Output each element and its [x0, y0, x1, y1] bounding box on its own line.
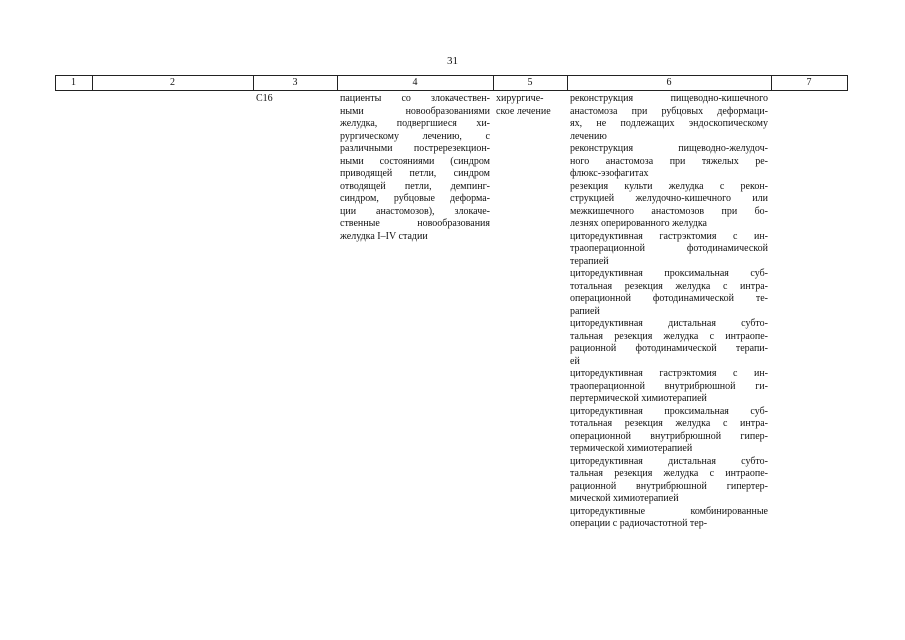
- treatment-method-line: операции с радиочастотной тер-: [570, 518, 708, 529]
- treatment-method-line: мической химиотерапией: [570, 493, 679, 504]
- treatment-method-entry: [570, 318, 768, 368]
- treatment-method-line: траоперационной фотодинамической: [570, 243, 768, 254]
- treatment-method-line: анастомоза при рубцовых деформаци-: [570, 105, 768, 117]
- patient-model-line: ции анастомозов), злокаче-: [340, 205, 490, 217]
- treatment-method-line: лечению: [570, 130, 607, 142]
- treatment-method-line: струкцией желудочно-кишечного или: [570, 193, 768, 204]
- patient-model-line: приводящей петли, синдром: [340, 168, 490, 179]
- treatment-method-line: реконструкция пищеводно-кишечного: [570, 93, 768, 104]
- treatment-method-line: циторедуктивная проксимальная суб-: [570, 268, 768, 279]
- header-cell-7: 7: [806, 77, 812, 88]
- treatment-method-entry: [570, 506, 768, 531]
- treatment-method-line: термической химиотерапией: [570, 443, 693, 454]
- patient-model-line: желудка, подвергшиеся хи-: [340, 118, 490, 129]
- treatment-method-line: тотальная резекция желудка с интра-: [570, 418, 768, 429]
- treatment-method-line: межкишечного анастомозов при бо-: [570, 205, 768, 217]
- cell-patient-model: [340, 93, 490, 243]
- table-header-rule: [55, 90, 848, 91]
- treatment-method-line: ях, не подлежащих эндоскопическому: [570, 118, 768, 129]
- patient-model-line: пациенты со злокачествен-: [340, 93, 490, 104]
- patient-model-line: ственные новообразования: [340, 218, 490, 229]
- treatment-method-line: циторедуктивная гастрэктомия с ин-: [570, 368, 768, 379]
- patient-model-line: ными новообразованиями: [340, 105, 490, 117]
- treatment-method-line: терапией: [570, 255, 609, 267]
- treatment-method-entry: [570, 93, 768, 143]
- patient-model-line: различными постререзекцион-: [340, 143, 490, 154]
- patient-model-line: рургическому лечению, с: [340, 130, 490, 142]
- header-cell-1: 1: [71, 77, 76, 88]
- treatment-method-entry: [570, 368, 768, 406]
- treatment-method-line: лезнях оперированного желудка: [570, 218, 707, 229]
- treatment-method-entry: [570, 406, 768, 456]
- cell-icd-code: [256, 93, 334, 106]
- treatment-method-line: операционной внутрибрюшной гипер-: [570, 430, 768, 442]
- treatment-method-line: пертермической химиотерапией: [570, 393, 707, 404]
- cell-treatment-type: [496, 93, 565, 118]
- treatment-method-line: циторедуктивная гастрэктомия с ин-: [570, 230, 768, 242]
- treatment-method-line: ей: [570, 355, 580, 367]
- treatment-method-line: тотальная резекция желудка с интра-: [570, 280, 768, 292]
- header-cell-2: 2: [170, 77, 175, 88]
- patient-model-line: отводящей петли, демпинг-: [340, 180, 490, 192]
- treatment-method-line: ного анастомоза при тяжелых ре-: [570, 155, 768, 167]
- treatment-method-entry: [570, 143, 768, 181]
- treatment-method-line: циторедуктивная дистальная субто-: [570, 318, 768, 329]
- cell-treatment-methods: [570, 93, 768, 531]
- treatment-method-line: резекция культи желудка с рекон-: [570, 180, 768, 192]
- treatment-type-line: хирургиче-: [496, 93, 544, 104]
- treatment-method-line: операционной фотодинамической те-: [570, 293, 768, 304]
- icd-code: C16: [256, 93, 273, 104]
- patient-model-line: синдром, рубцовые деформа-: [340, 193, 490, 204]
- header-cell-5: 5: [527, 77, 533, 88]
- treatment-method-line: рационной внутрибрюшной гипертер-: [570, 480, 768, 492]
- treatment-method-line: циторедуктивная проксимальная суб-: [570, 405, 768, 417]
- treatment-method-line: тальная резекция желудка с интраопе-: [570, 468, 768, 479]
- treatment-method-entry: [570, 181, 768, 231]
- treatment-method-entry: [570, 231, 768, 269]
- header-cell-6: 6: [666, 77, 672, 88]
- header-cell-4: 4: [412, 77, 418, 88]
- header-divider: [847, 75, 848, 90]
- treatment-method-line: циторедуктивная дистальная субто-: [570, 455, 768, 467]
- treatment-method-line: реконструкция пищеводно-желудоч-: [570, 143, 768, 154]
- treatment-method-line: циторедуктивные комбинированные: [570, 505, 768, 517]
- treatment-method-entry: [570, 456, 768, 506]
- treatment-method-line: рапией: [570, 305, 600, 317]
- treatment-type-line: ское лечение: [496, 105, 551, 117]
- treatment-method-entry: [570, 268, 768, 318]
- treatment-method-line: тальная резекция желудка с интраопе-: [570, 330, 768, 342]
- treatment-method-line: траоперационной внутрибрюшной ги-: [570, 380, 768, 392]
- patient-model-line: желудка I–IV стадии: [340, 230, 428, 242]
- treatment-method-line: рационной фотодинамической терапи-: [570, 343, 768, 354]
- treatment-method-line: флюкс-эзофагитах: [570, 168, 649, 179]
- patient-model-line: ными состояниями (синдром: [340, 155, 490, 167]
- header-cell-3: 3: [292, 77, 298, 88]
- page-number: 31: [447, 55, 458, 67]
